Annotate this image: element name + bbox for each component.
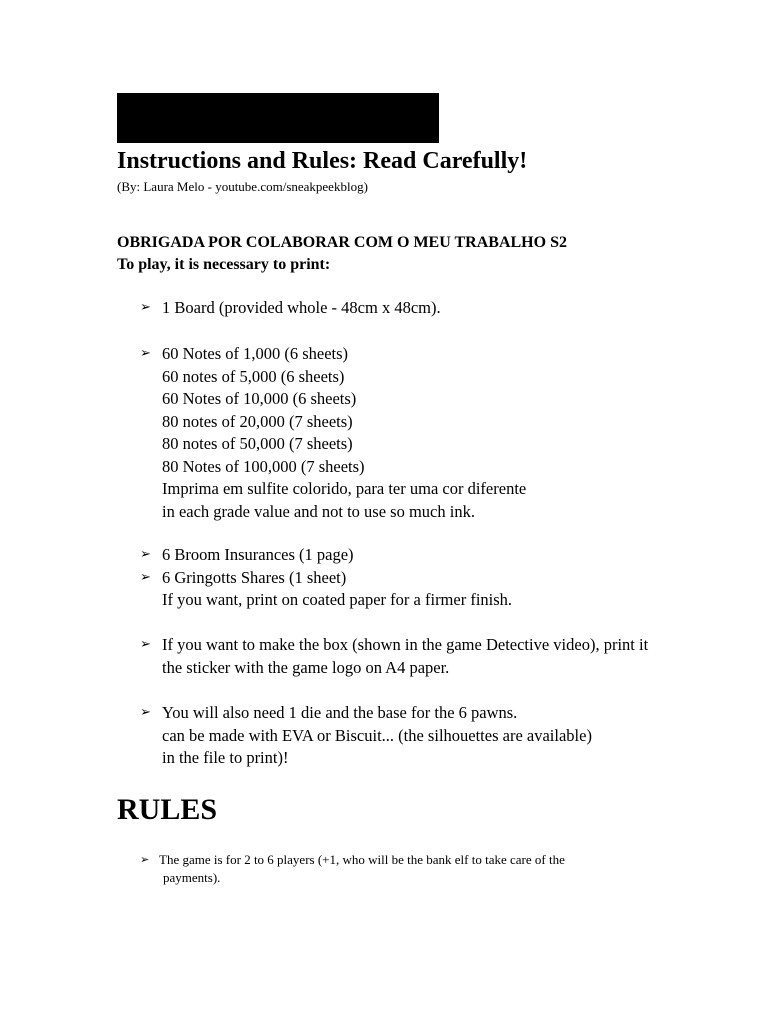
arrow-bullet-icon: ➢: [140, 637, 151, 652]
arrow-bullet-icon: ➢: [140, 346, 151, 361]
notes-line: 80 Notes of 100,000 (7 sheets): [162, 456, 365, 476]
shares-note: If you want, print on coated paper for a firmer finish.: [162, 590, 513, 609]
arrow-bullet-icon: ➢: [140, 300, 151, 315]
rules-item-text-continued: payments).: [163, 870, 221, 885]
rules-heading: RULES: [117, 793, 218, 826]
die-text-continued: in the file to print)!: [162, 748, 289, 767]
arrow-bullet-icon: ➢: [140, 853, 150, 866]
notes-item: [140, 343, 526, 523]
shares-text: 6 Gringotts Shares (1 sheet): [162, 567, 347, 587]
author-byline: (By: Laura Melo - youtube.com/sneakpeekblog): [117, 179, 368, 194]
page-title: Instructions and Rules: Read Carefully!: [117, 148, 528, 174]
die-item: [140, 702, 592, 770]
notes-line: Imprima em sulfite colorido, para ter uma cor diferente: [162, 479, 527, 498]
notes-line: 60 Notes of 10,000 (6 sheets): [162, 389, 357, 408]
box-text: If you want to make the box (shown in the game Detective video), print it: [162, 635, 649, 654]
box-text-continued: the sticker with the game logo on A4 paper.: [162, 657, 450, 677]
notes-line: 80 notes of 50,000 (7 sheets): [162, 434, 353, 453]
die-text: You will also need 1 die and the base for the 6 pawns.: [162, 703, 518, 722]
arrow-bullet-icon: ➢: [140, 547, 151, 562]
rules-item-text: The game is for 2 to 6 players (+1, who will be the bank elf to take care of the: [159, 852, 565, 867]
arrow-bullet-icon: ➢: [140, 569, 151, 585]
insurances-text: 6 Broom Insurances (1 page): [162, 545, 354, 564]
board-text: 1 Board (provided whole - 48cm x 48cm).: [162, 298, 441, 317]
redaction-bar: [117, 93, 439, 143]
notes-line: 80 notes of 20,000 (7 sheets): [162, 411, 353, 431]
rules-item: [140, 851, 565, 887]
board-item: [140, 297, 441, 320]
print-subheading: To play, it is necessary to print:: [117, 256, 331, 273]
notes-line: in each grade value and not to use so much ink.: [162, 501, 475, 521]
thanks-heading: OBRIGADA POR COLABORAR COM O MEU TRABALHO S2: [117, 234, 567, 251]
die-text-continued: can be made with EVA or Biscuit... (the silhouettes are available): [162, 725, 592, 745]
notes-line: 60 Notes of 1,000 (6 sheets): [162, 344, 349, 363]
arrow-bullet-icon: ➢: [140, 705, 151, 720]
insurance-shares-item: [140, 544, 512, 612]
notes-line: 60 notes of 5,000 (6 sheets): [162, 366, 345, 386]
box-item: [140, 634, 648, 679]
